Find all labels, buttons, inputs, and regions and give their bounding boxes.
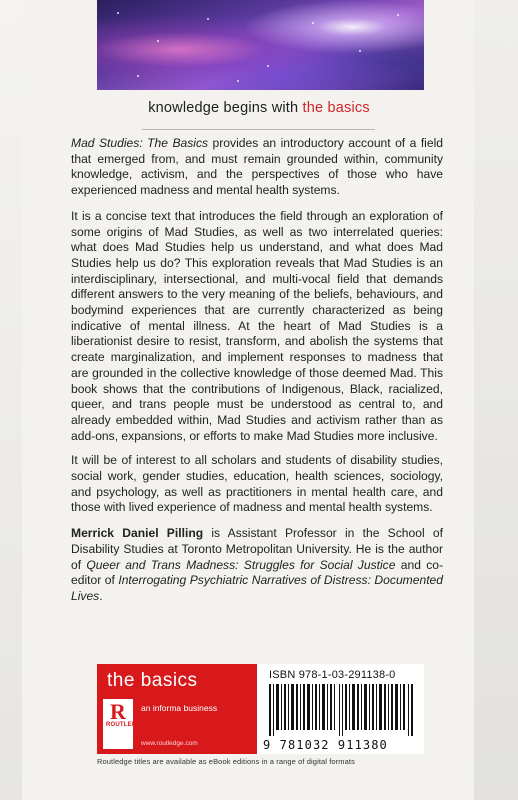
series-logo: the basics (107, 670, 198, 691)
barcode-icon (269, 684, 419, 736)
series-tagline (100, 100, 418, 116)
author-bio: Merrick Daniel Pilling is Assistant Professor in the School of Disability Studies at Toronto Metropolitan University. He is the author of Queer and Trans Madness: Struggles for Social Justice and co-editor of Interrogating Psychiatric Narratives of Distress: Documented Lives. (71, 526, 444, 603)
author-name: Merrick Daniel Pilling (71, 526, 204, 541)
tagline-divider (142, 129, 375, 130)
tagline-prefix: knowledge begins with (148, 100, 303, 116)
blurb (71, 136, 443, 615)
logo-word: ROUTLEDGE (106, 722, 146, 728)
right-binding-strip (474, 0, 518, 800)
author-book-2: Interrogating Psychiatric Narratives of Distress: Documented Lives (71, 573, 444, 603)
publisher-website: www.routledge.com (141, 740, 198, 747)
blurb-paragraph-2: It is a concise text that introduces the field through an exploration of some origins of Mad Studies, as well as two interrelated queries: what does Mad Studies help us understand, and what does Mad Studies help us do? This exploration reveals that Mad Studies is an interdisciplinary, intersectional, and multi-vocal field that demands different answers to the very meaning of the beliefs, behaviours, and bodymind experiences that are currently characterized as being indicative of mental illness. At the heart of Mad Studies is a liberationist desire to resist, transform, and abolish the systems that create marginalization, and implement responses to madness that are grounded in the collective knowledge of those deemed Mad. This book shows that the contributions of Indigenous, Black, racialized, queer, and trans people must be understood as central to, and already embedded within, Mad Studies and activism rather than as add-ons, expansions, or efforts to make Mad Studies more inclusive. (71, 208, 443, 443)
author-book-1: Queer and Trans Madness: Struggles for Social Justice (86, 557, 396, 572)
isbn-label: ISBN 978-1-03-291138-0 (269, 669, 396, 681)
tagline-accent: the basics (302, 100, 370, 116)
blurb-paragraph-1: Mad Studies: The Basics provides an introductory account of a field that emerged from, and must remain grounded within, community knowledge, activism, and the perspectives of those who have experienced madness and mental health systems. (71, 136, 444, 198)
left-binding-strip (0, 0, 22, 800)
ebook-footnote: Routledge titles are available as eBook editions in a range of digital formats (97, 757, 355, 766)
nebula-cover-image (97, 0, 424, 90)
book-title: Mad Studies: The Basics (71, 136, 209, 150)
publisher-barcode-block (97, 664, 424, 754)
barcode-digits: 9 781032 911380 (263, 738, 388, 752)
blurb-paragraph-3: It will be of interest to all scholars and students of disability studies, social work, gender studies, education, health sciences, sociology, and psychology, as well as practitioners in mental health care, and those with lived experience of madness and mental health systems. (71, 453, 443, 515)
publisher-panel (97, 664, 257, 754)
informa-business: an informa business (141, 703, 218, 713)
logo-letter: R (110, 699, 126, 724)
